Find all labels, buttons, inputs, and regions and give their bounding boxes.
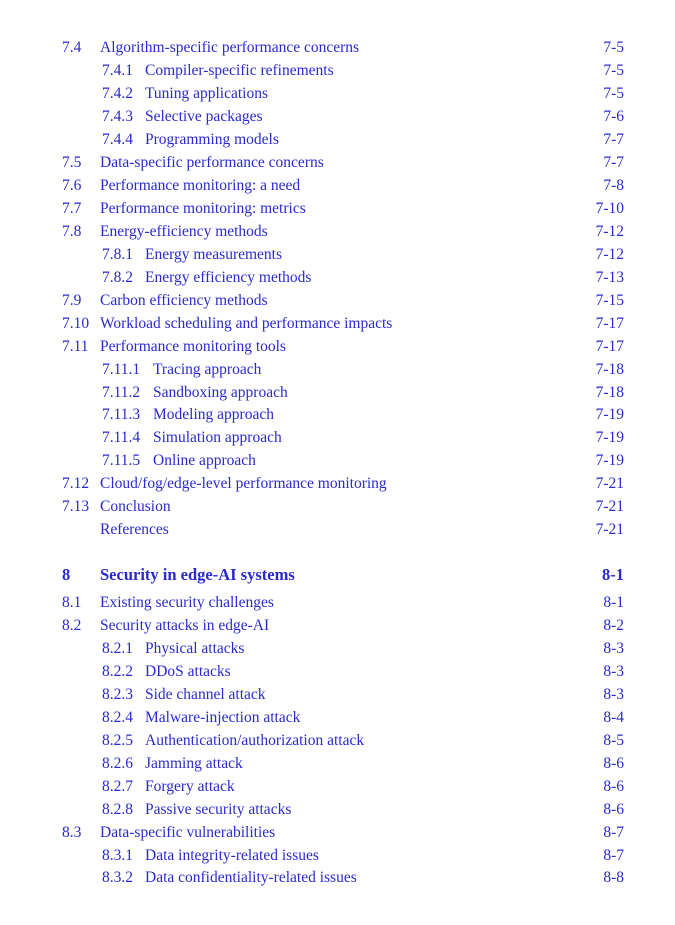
entry-number: 8.2.1 [102, 640, 133, 657]
entry-title: Existing security challenges [100, 594, 274, 611]
entry-number: 7.4.3 [102, 108, 133, 125]
entry-title: Conclusion [100, 498, 171, 515]
entry-title: Selective packages [145, 108, 263, 125]
toc-entry[interactable] [0, 360, 675, 380]
entry-title: Data-specific performance concerns [100, 154, 324, 171]
entry-page-number: 7-8 [603, 177, 624, 194]
entry-title: DDoS attacks [145, 663, 231, 680]
entry-number: 8.2.8 [102, 801, 133, 818]
entry-page-number: 7-12 [595, 223, 624, 240]
toc-entry[interactable] [0, 520, 675, 540]
entry-title: Passive security attacks [145, 801, 292, 818]
toc-entry[interactable] [0, 754, 675, 774]
entry-number: 7.10 [62, 315, 90, 332]
entry-number: 8.3 [62, 824, 82, 841]
toc-entry[interactable] [0, 222, 675, 242]
entry-title: Security attacks in edge-AI [100, 617, 270, 634]
toc-entry[interactable] [0, 107, 675, 127]
entry-title: Data-specific vulnerabilities [100, 824, 276, 841]
toc-entry[interactable] [0, 800, 675, 820]
entry-page-number: 7-13 [595, 269, 624, 286]
toc-entry[interactable] [0, 61, 675, 81]
entry-title: References [100, 521, 169, 538]
toc-entry[interactable] [0, 823, 675, 843]
entry-page-number: 7-10 [595, 200, 624, 217]
entry-title: Programming models [145, 131, 279, 148]
entry-number: 8.2.3 [102, 686, 133, 703]
entry-page-number: 7-18 [595, 361, 624, 378]
entry-title: Online approach [153, 452, 256, 469]
entry-title: Performance monitoring: a need [100, 177, 301, 194]
entry-title: Simulation approach [153, 429, 282, 446]
entry-title: Modeling approach [153, 406, 274, 423]
entry-number: 8.3.2 [102, 869, 133, 886]
entry-page-number: 7-5 [603, 85, 624, 102]
toc-entry[interactable] [0, 662, 675, 682]
toc-entry[interactable] [0, 868, 675, 888]
entry-page-number: 7-7 [603, 131, 624, 148]
toc-entry[interactable] [0, 268, 675, 288]
entry-page-number: 8-6 [603, 801, 624, 818]
entry-page-number: 8-4 [603, 709, 624, 726]
toc-entry[interactable] [0, 497, 675, 517]
entry-page-number: 8-3 [603, 686, 624, 703]
entry-page-number: 8-6 [603, 778, 624, 795]
toc-entry[interactable] [0, 451, 675, 471]
entry-number: 7.4.1 [102, 62, 133, 79]
entry-page-number: 8-7 [603, 824, 624, 841]
entry-page-number: 8-3 [603, 640, 624, 657]
entry-title: Malware-injection attack [145, 709, 301, 726]
entry-page-number: 7-21 [595, 475, 624, 492]
entry-number: 7.4.2 [102, 85, 133, 102]
entry-number: 7.11.5 [102, 452, 141, 469]
entry-page-number: 7-5 [603, 39, 624, 56]
entry-number: 8.2.5 [102, 732, 133, 749]
toc-entry[interactable] [0, 639, 675, 659]
toc-entry[interactable] [0, 84, 675, 104]
entry-page-number: 7-21 [595, 521, 624, 538]
toc-entry[interactable] [0, 731, 675, 751]
entry-title: Workload scheduling and performance impacts [100, 315, 393, 332]
entry-page-number: 8-7 [603, 847, 624, 864]
entry-number: 7.6 [62, 177, 82, 194]
entry-title: Tuning applications [145, 85, 269, 102]
entry-title: Data integrity-related issues [145, 847, 319, 864]
entry-title: Performance monitoring: metrics [100, 200, 306, 217]
entry-title: Compiler-specific refinements [145, 62, 334, 79]
toc-entry[interactable] [0, 130, 675, 150]
entry-page-number: 7-21 [595, 498, 624, 515]
entry-number: 7.11.1 [102, 361, 141, 378]
entry-page-number: 7-17 [595, 338, 624, 355]
entry-number: 8.2.4 [102, 709, 133, 726]
toc-entry[interactable] [0, 616, 675, 636]
entry-number: 7.11.3 [102, 406, 141, 423]
entry-page-number: 7-18 [595, 384, 624, 401]
entry-number: 8.3.1 [102, 847, 133, 864]
toc-entry[interactable] [0, 474, 675, 494]
entry-number: 8.2.7 [102, 778, 133, 795]
entry-page-number: 7-19 [595, 452, 624, 469]
entry-number: 8.2 [62, 617, 82, 634]
toc-entry[interactable] [0, 708, 675, 728]
toc-entry[interactable] [0, 428, 675, 448]
entry-page-number: 7-15 [595, 292, 624, 309]
entry-title: Authentication/authorization attack [145, 732, 365, 749]
toc-entry[interactable] [0, 245, 675, 265]
entry-page-number: 8-2 [603, 617, 624, 634]
entry-page-number: 7-6 [603, 108, 624, 125]
entry-number: 7.8.2 [102, 269, 133, 286]
toc-entry[interactable] [0, 777, 675, 797]
entry-page-number: 8-1 [603, 594, 624, 611]
entry-page-number: 8-8 [603, 869, 624, 886]
entry-number: 7.13 [62, 498, 90, 515]
toc-entry[interactable] [0, 314, 675, 334]
entry-page-number: 7-12 [595, 246, 624, 263]
entry-number: 7.11.4 [102, 429, 141, 446]
entry-title: Data confidentiality-related issues [145, 869, 357, 886]
toc-entry[interactable] [0, 176, 675, 196]
entry-title: Energy measurements [145, 246, 283, 263]
entry-title: Side channel attack [145, 686, 266, 703]
toc-entry[interactable] [0, 38, 675, 58]
entry-title: Physical attacks [145, 640, 245, 657]
entry-page-number: 8-1 [602, 565, 624, 584]
entry-page-number: 7-19 [595, 406, 624, 423]
entry-number: 7.12 [62, 475, 90, 492]
toc-entry[interactable] [0, 846, 675, 866]
entry-number: 7.8.1 [102, 246, 133, 263]
entry-page-number: 7-17 [595, 315, 624, 332]
toc-entry[interactable] [0, 337, 675, 357]
entry-title: Tracing approach [153, 361, 262, 378]
entry-number: 7.5 [62, 154, 82, 171]
entry-number: 8.1 [62, 594, 82, 611]
entry-title: Security in edge-AI systems [100, 565, 295, 584]
entry-number: 7.4 [62, 39, 82, 56]
toc-entry[interactable] [0, 383, 675, 403]
entry-page-number: 8-3 [603, 663, 624, 680]
entry-number: 7.11.2 [102, 384, 141, 401]
entry-title: Sandboxing approach [153, 384, 288, 401]
entry-number: 7.9 [62, 292, 82, 309]
toc-entry[interactable] [0, 199, 675, 219]
entry-page-number: 8-6 [603, 755, 624, 772]
toc-entry[interactable] [0, 291, 675, 311]
entry-number: 8.2.6 [102, 755, 133, 772]
entry-page-number: 7-19 [595, 429, 624, 446]
entry-title: Energy-efficiency methods [100, 223, 268, 240]
entry-number: 7.11 [62, 338, 89, 355]
entry-title: Jamming attack [145, 755, 243, 772]
entry-title: Carbon efficiency methods [100, 292, 268, 309]
entry-title: Cloud/fog/edge-level performance monitoring [100, 475, 387, 492]
entry-number: 7.4.4 [102, 131, 133, 148]
entry-number: 7.7 [62, 200, 82, 217]
entry-page-number: 7-5 [603, 62, 624, 79]
toc-entry[interactable] [0, 153, 675, 173]
entry-title: Performance monitoring tools [100, 338, 286, 355]
entry-page-number: 7-7 [603, 154, 624, 171]
entry-title: Forgery attack [145, 778, 235, 795]
toc-entry[interactable] [0, 593, 675, 613]
toc-entry[interactable] [0, 405, 675, 425]
entry-number: 8 [62, 565, 71, 584]
toc-chapter-entry[interactable] [0, 565, 675, 585]
entry-title: Energy efficiency methods [145, 269, 312, 286]
entry-number: 8.2.2 [102, 663, 133, 680]
entry-number: 7.8 [62, 223, 82, 240]
entry-title: Algorithm-specific performance concerns [100, 39, 360, 56]
toc-entry[interactable] [0, 685, 675, 705]
entry-page-number: 8-5 [603, 732, 624, 749]
